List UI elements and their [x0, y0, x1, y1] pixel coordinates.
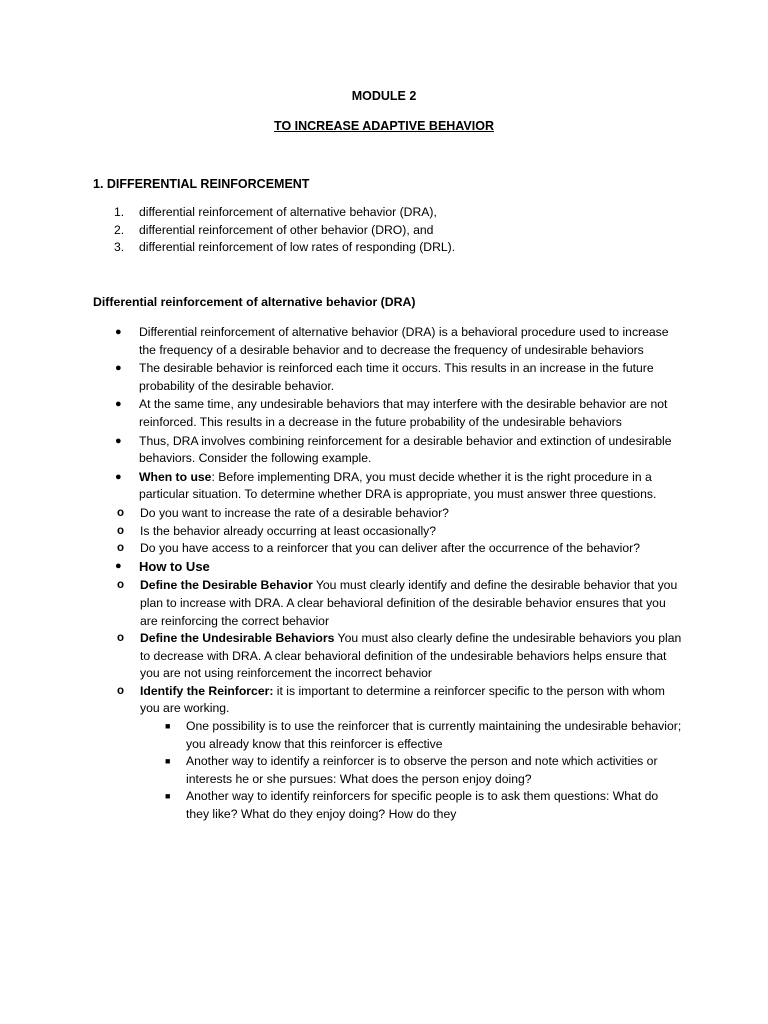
circle-bullet-icon: o: [117, 542, 125, 555]
bullet-item: [93, 396, 683, 431]
when-to-use-text: : Before implementing DRA, you must decide whether it is the right procedure in a particular situation. To determine whether DRA is appropriate, you must answer three questions.: [139, 469, 657, 502]
bullet-text: Thus, DRA involves combining reinforcement for a desirable behavior and extinction of undesirable behaviors. Consider the following example.: [139, 433, 672, 466]
question-text: Do you want to increase the rate of a desirable behavior?: [140, 505, 449, 520]
reinforcer-way-text: Another way to identify a reinforcer is to observe the person and note which activities or interests he or she pursues: What does the person enjoy doing?: [186, 754, 658, 786]
step-text: You must also clearly define the undesirable behaviors you plan to decrease with DRA. A clear behavioral definition of the undesirable behaviors helps ensure that you are not using reinforcement the incorrect behavior: [140, 631, 682, 681]
circle-bullet-icon: o: [117, 524, 125, 537]
bullet-text: Differential reinforcement of alternative behavior (DRA) is a behavioral procedure used to increase the frequency of a desirable behavior and to decrease the frequency of undesirable behaviors: [139, 325, 669, 357]
square-bullet-icon: ■: [165, 721, 171, 732]
reinforcer-way-item: [140, 718, 683, 753]
step-text: You must clearly identify and define the desirable behavior that you plan to increase with DRA. A clear behavioral definition of the desirable behavior ensures that you are reinforcing the correct behavior: [140, 578, 678, 628]
list-item: [93, 204, 713, 222]
reinforcer-way-item: [140, 788, 683, 823]
bullet-icon: ●: [115, 326, 122, 338]
step-item: [93, 577, 683, 630]
how-to-use-item: [93, 558, 683, 577]
list-text: differential reinforcement of low rates of responding (DRL).: [139, 240, 456, 254]
list-item: [93, 222, 713, 240]
list-text: differential reinforcement of alternative behavior (DRA),: [139, 205, 437, 219]
step-label: Identify the Reinforcer:: [140, 683, 274, 698]
step-label: Define the Undesirable Behaviors: [140, 631, 335, 646]
bullet-item: [93, 360, 683, 395]
section-heading: 1. DIFFERENTIAL REINFORCEMENT: [93, 177, 310, 191]
bullet-text: At the same time, any undesirable behaviors that may interfere with the desirable behavior are not reinforced. This results in a decrease in the future probability of the undesirable behaviors: [139, 397, 668, 429]
list-number: 3.: [114, 240, 125, 254]
module-subtitle: TO INCREASE ADAPTIVE BEHAVIOR: [274, 119, 494, 133]
bullet-icon: ●: [115, 362, 122, 375]
how-to-use-label: How to Use: [139, 558, 210, 574]
module-title: MODULE 2: [351, 89, 417, 103]
bullet-icon: ●: [115, 559, 122, 572]
step-item: [93, 683, 683, 718]
step-text: it is important to determine a reinforcer specific to the person with whom you are working.: [140, 683, 665, 716]
circle-bullet-icon: o: [117, 579, 125, 592]
step-label: Define the Desirable Behavior: [140, 578, 313, 593]
dra-heading: Differential reinforcement of alternative behavior (DRA): [93, 295, 416, 309]
reinforcer-way-item: [140, 753, 683, 788]
bullet-text: The desirable behavior is reinforced each time it occurs. This results in an increase in the future probability of the desirable behavior.: [139, 361, 654, 393]
question-text: Is the behavior already occurring at least occasionally?: [140, 523, 437, 538]
question-item: [93, 505, 683, 523]
step-item: [93, 630, 683, 683]
circle-bullet-icon: o: [117, 684, 125, 697]
question-item: [93, 540, 683, 558]
reinforcer-way-text: Another way to identify reinforcers for specific people is to ask them questions: What do they like? What do they enjoy doing? How do they: [186, 789, 659, 822]
reinforcer-way-text: One possibility is to use the reinforcer that is currently maintaining the undesirable behavior; you already know that this reinforcer is effective: [186, 719, 682, 751]
numbered-list: [93, 204, 713, 257]
circle-bullet-icon: o: [117, 632, 125, 645]
question-text: Do you have access to a reinforcer that you can deliver after the occurrence of the behavior?: [140, 541, 640, 556]
square-bullet-icon: ■: [165, 756, 171, 767]
square-bullet-icon: ■: [165, 791, 171, 802]
bullet-icon: ●: [115, 434, 122, 447]
dra-bullet-list: [93, 324, 683, 824]
list-number: 1.: [114, 205, 125, 219]
bullet-icon: ●: [115, 470, 122, 483]
when-to-use-label: When to use: [139, 469, 212, 484]
bullet-icon: ●: [115, 398, 122, 411]
bullet-item: [93, 433, 683, 468]
list-number: 2.: [114, 222, 125, 237]
bullet-item: [93, 324, 683, 359]
list-item: [93, 239, 713, 257]
list-text: differential reinforcement of other behavior (DRO), and: [139, 222, 434, 237]
circle-bullet-icon: o: [117, 506, 125, 519]
question-item: [93, 523, 683, 541]
when-to-use-item: [93, 469, 683, 504]
